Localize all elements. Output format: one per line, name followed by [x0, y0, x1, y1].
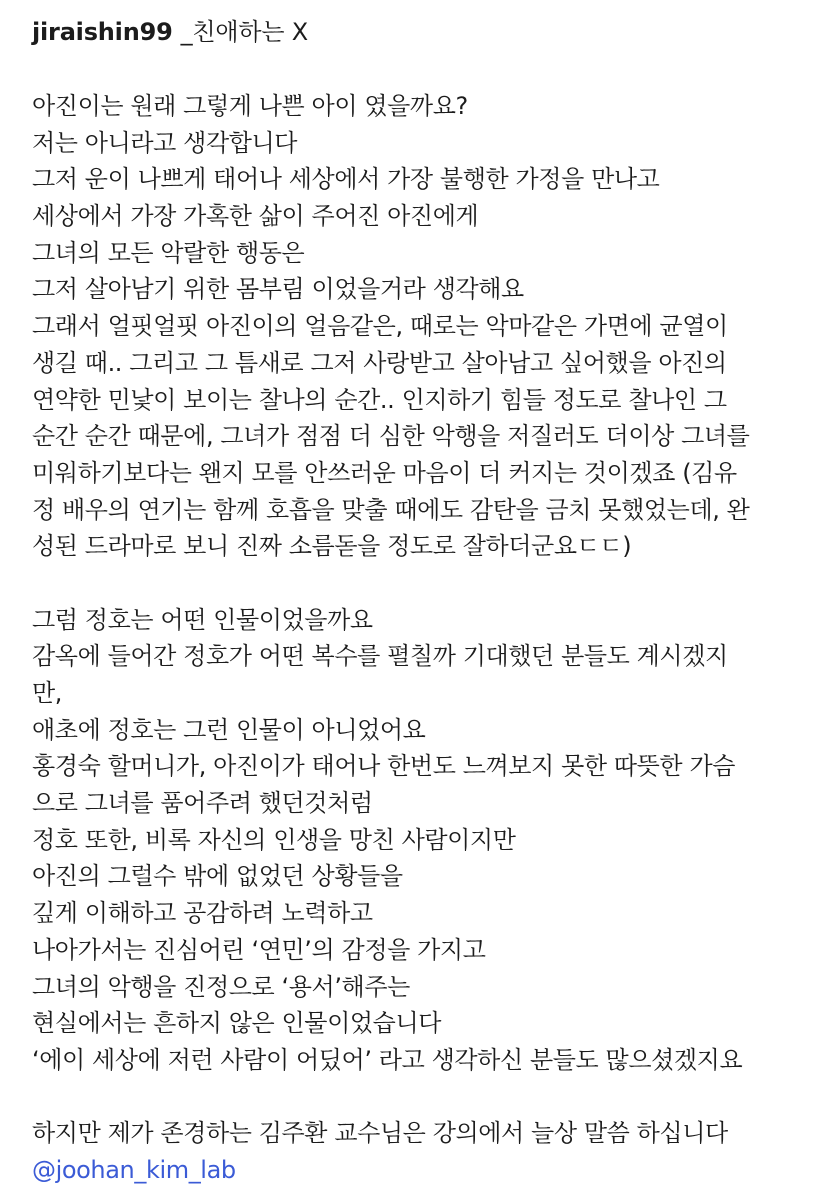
caption-line: 정 배우의 연기는 함께 호흡을 맞출 때에도 감탄을 금치 못했었는데, 완: [32, 495, 750, 524]
paragraph-1: [32, 88, 798, 565]
caption-line: 그저 살아남기 위한 몸부림 이었을거라 생각해요: [32, 275, 524, 304]
caption-line: 그래서 얼핏얼핏 아진이의 얼음같은, 때로는 악마같은 가면에 균열이: [32, 312, 728, 341]
caption-line: 현실에서는 흔하지 않은 인물이었습니다: [32, 1009, 442, 1038]
caption-line: 저는 아니라고 생각합니다: [32, 128, 298, 157]
caption-line: 세상에서 가장 가혹한 삶이 주어진 아진에게: [32, 202, 479, 231]
caption-line: 감옥에 들어간 정호가 어떤 복수를 펼칠까 기대했던 분들도 계시겠지: [32, 642, 728, 671]
caption-line: 연약한 민낯이 보이는 찰나의 순간.. 인지하기 힘들 정도로 찰나인 그: [32, 385, 727, 414]
caption-line: 아진의 그럴수 밖에 없었던 상황들을: [32, 862, 403, 891]
caption-line: 만,: [32, 679, 63, 707]
caption-body: [32, 88, 798, 1189]
caption-line: 그녀의 악행을 진정으로 ‘용서’해주는: [32, 972, 410, 1001]
caption-line: 으로 그녀를 품어주려 했던것처럼: [32, 789, 373, 818]
paragraph-gap: [32, 1079, 798, 1116]
caption-line: 아진이는 원래 그렇게 나쁜 아이 였을까요?: [32, 92, 468, 120]
caption-line: 미워하기보다는 왠지 모를 안쓰러운 마음이 더 커지는 것이겠죠 (김유: [32, 458, 737, 487]
paragraph-2: [32, 602, 798, 1079]
username-link[interactable]: jiraishin99: [32, 18, 173, 46]
caption-line: 그럼 정호는 어떤 인물이었을까요: [32, 605, 373, 634]
caption-line: 애초에 정호는 그런 인물이 아니었어요: [32, 715, 426, 744]
caption-line: 생길 때.. 그리고 그 틈새로 그저 사랑받고 살아남고 싶어했을 아진의: [32, 348, 727, 377]
caption-line: 홍경숙 할머니가, 아진이가 태어나 한번도 느껴보지 못한 따뜻한 가슴: [32, 752, 736, 781]
paragraph-gap: [32, 565, 798, 602]
caption-line: 정호 또한, 비록 자신의 인생을 망친 사람이지만: [32, 825, 516, 854]
caption-header: [32, 12, 798, 48]
caption-line: 그녀의 모든 악랄한 행동은: [32, 238, 305, 267]
caption-line: 성된 드라마로 보니 진짜 소름돋을 정도로 잘하더군요ㄷㄷ): [32, 532, 632, 561]
caption-line: 순간 순간 때문에, 그녀가 점점 더 심한 악행을 저질러도 더이상 그녀를: [32, 422, 750, 451]
caption-title: _친애하는 X: [180, 18, 308, 46]
mention-link[interactable]: @joohan_kim_lab: [32, 1155, 236, 1184]
caption-line: ‘에이 세상에 저런 사람이 어딨어’ 라고 생각하신 분들도 많으셨겠지요: [32, 1045, 743, 1074]
caption-line: 깊게 이해하고 공감하려 노력하고: [32, 899, 373, 928]
caption-line: 그저 운이 나쁘게 태어나 세상에서 가장 불행한 가정을 만나고: [32, 165, 660, 194]
caption-line: 하지만 제가 존경하는 김주환 교수님은 강의에서 늘상 말씀 하십니다: [32, 1119, 728, 1148]
caption-line: 나아가서는 진심어린 ‘연민’의 감정을 가지고: [32, 935, 486, 964]
